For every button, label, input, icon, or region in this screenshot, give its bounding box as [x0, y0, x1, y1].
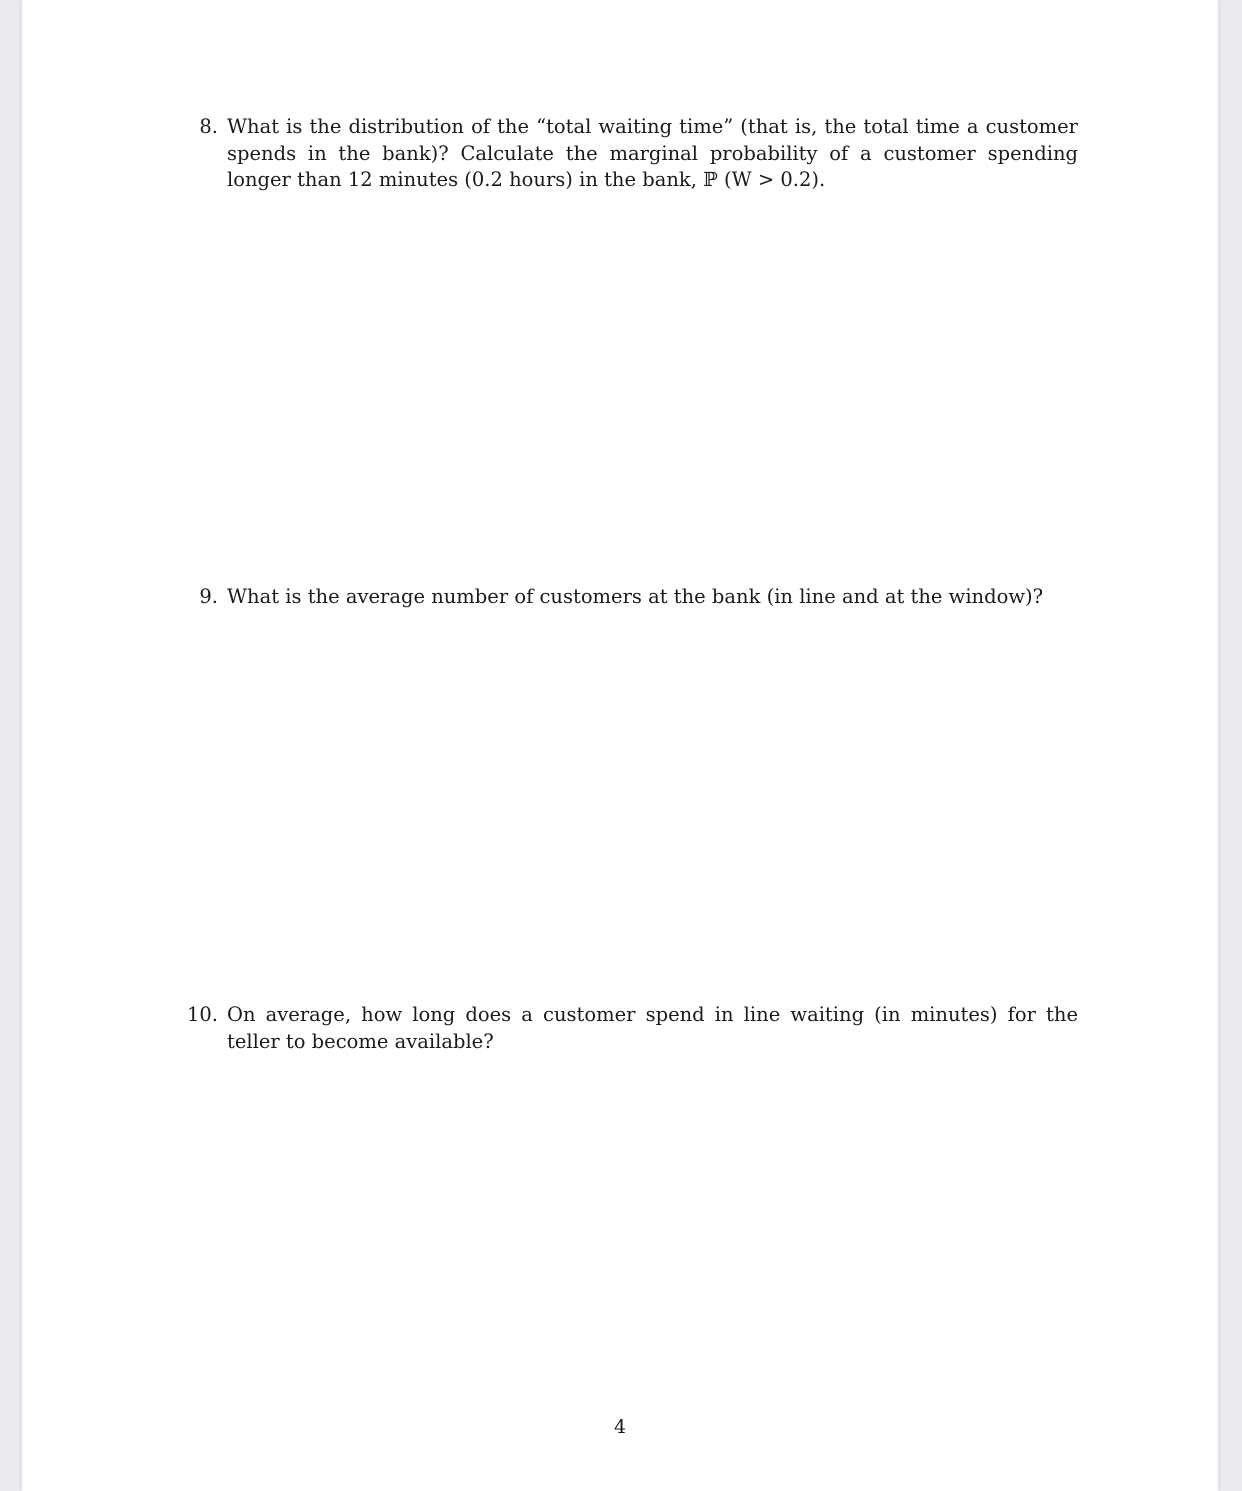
question-text: What is the average number of customers at the bank (in line and at the window)? [227, 585, 1044, 608]
page-number: 4 [613, 1416, 627, 1438]
question-number: 9. [199, 585, 218, 608]
question-number: 10. [186, 1003, 218, 1026]
question-8 [182, 114, 1078, 194]
question-text: On average, how long does a customer spend in line waiting (in minutes) for the teller to become available? [227, 1003, 1078, 1053]
question-9 [182, 584, 1078, 611]
question-text: What is the distribution of the “total waiting time” (that is, the total time a customer spends in the bank)? Calculate the marginal probability of a customer spending longer than 12 minutes (0.2 hours) in the bank, ℙ (W > 0.2). [227, 115, 1078, 191]
document-page [22, 0, 1218, 1491]
question-10 [182, 1002, 1078, 1055]
question-number: 8. [199, 115, 218, 138]
